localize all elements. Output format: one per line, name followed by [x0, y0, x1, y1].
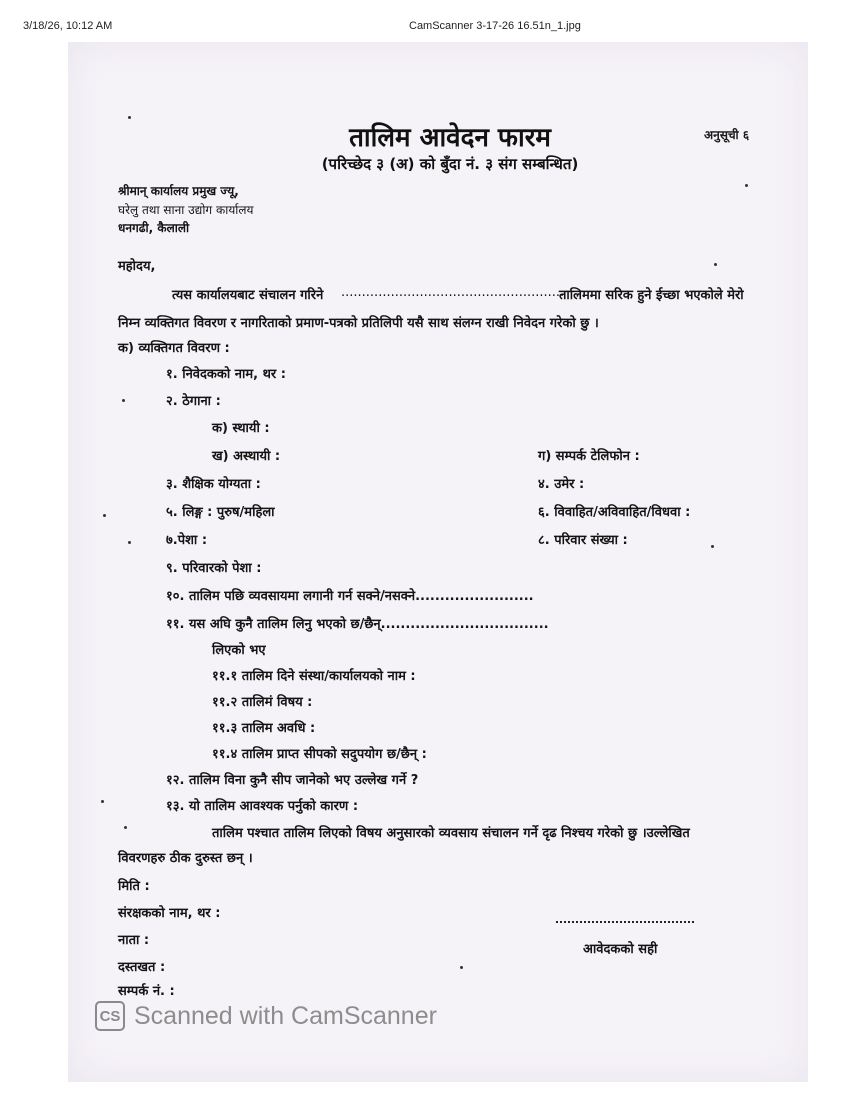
declaration-line1 — [212, 823, 690, 841]
scan-speck — [745, 184, 748, 187]
field-gender: ५. लिङ्ग : पुरुष/महिला — [166, 505, 275, 520]
field-marital-status: ६. विवाहित/अविवाहित/विधवा : — [538, 505, 691, 520]
scan-speck — [714, 263, 717, 266]
camscanner-logo-icon: CS — [95, 1001, 125, 1031]
scan-speck — [124, 826, 127, 829]
field-investment-label: १०. तालिम पछि व्यवसायमा लगानी गर्न सक्ने/नसक्ने — [166, 589, 416, 604]
field-prior-training — [166, 614, 549, 632]
field-investment-blank: ........................ — [415, 589, 534, 604]
print-header — [0, 12, 850, 32]
addressee-line2: घरेलु तथा साना उद्योग कार्यालय — [118, 203, 254, 217]
footer-guardian-name: संरक्षकको नाम, थर : — [118, 906, 221, 921]
intro-line1-end: तालिममा सरिक हुने ईच्छा भएकोले मेरो — [559, 288, 744, 303]
form-title: तालिम आवेदन फारम — [349, 123, 551, 153]
field-prior-training-label: ११. यस अघि कुनै तालिम लिनु भएको छ/छैन् — [166, 617, 381, 632]
field-education: ३. शैक्षिक योग्यता : — [166, 477, 261, 492]
field-occupation: ७.पेशा : — [166, 533, 208, 548]
camscanner-watermark — [95, 1000, 437, 1032]
addressee-line3: धनगढी, कैलाली — [118, 221, 190, 235]
field-applicant-name: १. निवेदकको नाम, थर : — [166, 367, 286, 382]
form-subtitle: (परिच्छेद ३ (अ) को बुँदा नं. ३ संग सम्बन्धित) — [321, 155, 579, 173]
field-prior-training-blank: .................................. — [380, 617, 549, 632]
print-filename: CamScanner 3-17-26 16.51n_1.jpg — [409, 20, 581, 32]
scan-speck — [128, 116, 131, 119]
field-if-taken: लिएको भए — [212, 643, 266, 658]
field-training-duration: ११.३ तालिम अवधि : — [212, 721, 316, 736]
print-datetime: 3/18/26, 10:12 AM — [23, 20, 113, 32]
intro-line1-start: त्यस कार्यालयबाट संचालन गरिने — [172, 288, 324, 303]
field-training-subject: ११.२ तालिमं विषय : — [212, 695, 313, 710]
scan-speck — [122, 399, 125, 402]
field-training-skill-use: ११.४ तालिम प्राप्त सीपको सदुपयोग छ/छैन् : — [212, 747, 427, 762]
intro-line2: निम्न व्यक्तिगत विवरण र नागरिताको प्रमाण-पत्रको प्रतिलिपी यसै साथ संलग्न राखी निवेदन गरेको छु । — [118, 316, 599, 331]
intro-line1-blank: ...................................................... — [341, 285, 565, 300]
applicant-signature-label: आवेदकको सही — [583, 942, 658, 957]
field-permanent-address: क) स्थायी : — [212, 421, 270, 436]
field-investment-ability — [166, 586, 534, 604]
footer-relation: नाता : — [118, 933, 150, 948]
declaration-text: तालिम पश्चात तालिम लिएको विषय अनुसारको व्यवसाय संचालन गर्ने दृढ निश्चय गरेको छु । — [212, 826, 647, 841]
field-other-skill: १२. तालिम विना कुनै सीप जानेको भए उल्लेख गर्ने ? — [166, 773, 419, 788]
footer-contact-number: सम्पर्क नं. : — [118, 984, 175, 999]
field-temporary-address: ख) अस्थायी : — [212, 449, 281, 464]
field-age: ४. उमेर : — [538, 477, 585, 492]
field-contact-phone: ग) सम्पर्क टेलिफोन : — [538, 449, 640, 464]
salutation: महोदय, — [118, 259, 156, 274]
addressee-line1: श्रीमान् कार्यालय प्रमुख ज्यू, — [118, 184, 239, 198]
field-address: २. ठेगाना : — [166, 394, 221, 409]
field-training-institution: ११.१ तालिम दिने संस्था/कार्यालयको नाम : — [212, 669, 416, 684]
scan-speck — [103, 514, 106, 517]
field-training-need-reason: १३. यो तालिम आवश्यक पर्नुको कारण : — [166, 799, 359, 814]
schedule-number: अनुसूची ६ — [704, 128, 750, 142]
applicant-signature-line — [556, 921, 694, 923]
footer-signature: दस्तखत : — [118, 960, 166, 975]
field-family-occupation: ९. परिवारको पेशा : — [166, 561, 262, 576]
declaration-line2: विवरणहरु ठीक दुरुस्त छन् । — [118, 851, 253, 866]
declaration-tail: उल्लेखित — [646, 826, 690, 841]
scan-speck — [128, 541, 131, 544]
scan-speck — [460, 966, 463, 969]
scan-speck — [711, 545, 714, 548]
field-family-count: ८. परिवार संख्या : — [538, 533, 628, 548]
section-personal-details: क) व्यक्तिगत विवरण : — [118, 341, 230, 356]
watermark-text: Scanned with CamScanner — [134, 1001, 437, 1030]
footer-date: मिति : — [118, 879, 150, 894]
scan-speck — [101, 800, 104, 803]
